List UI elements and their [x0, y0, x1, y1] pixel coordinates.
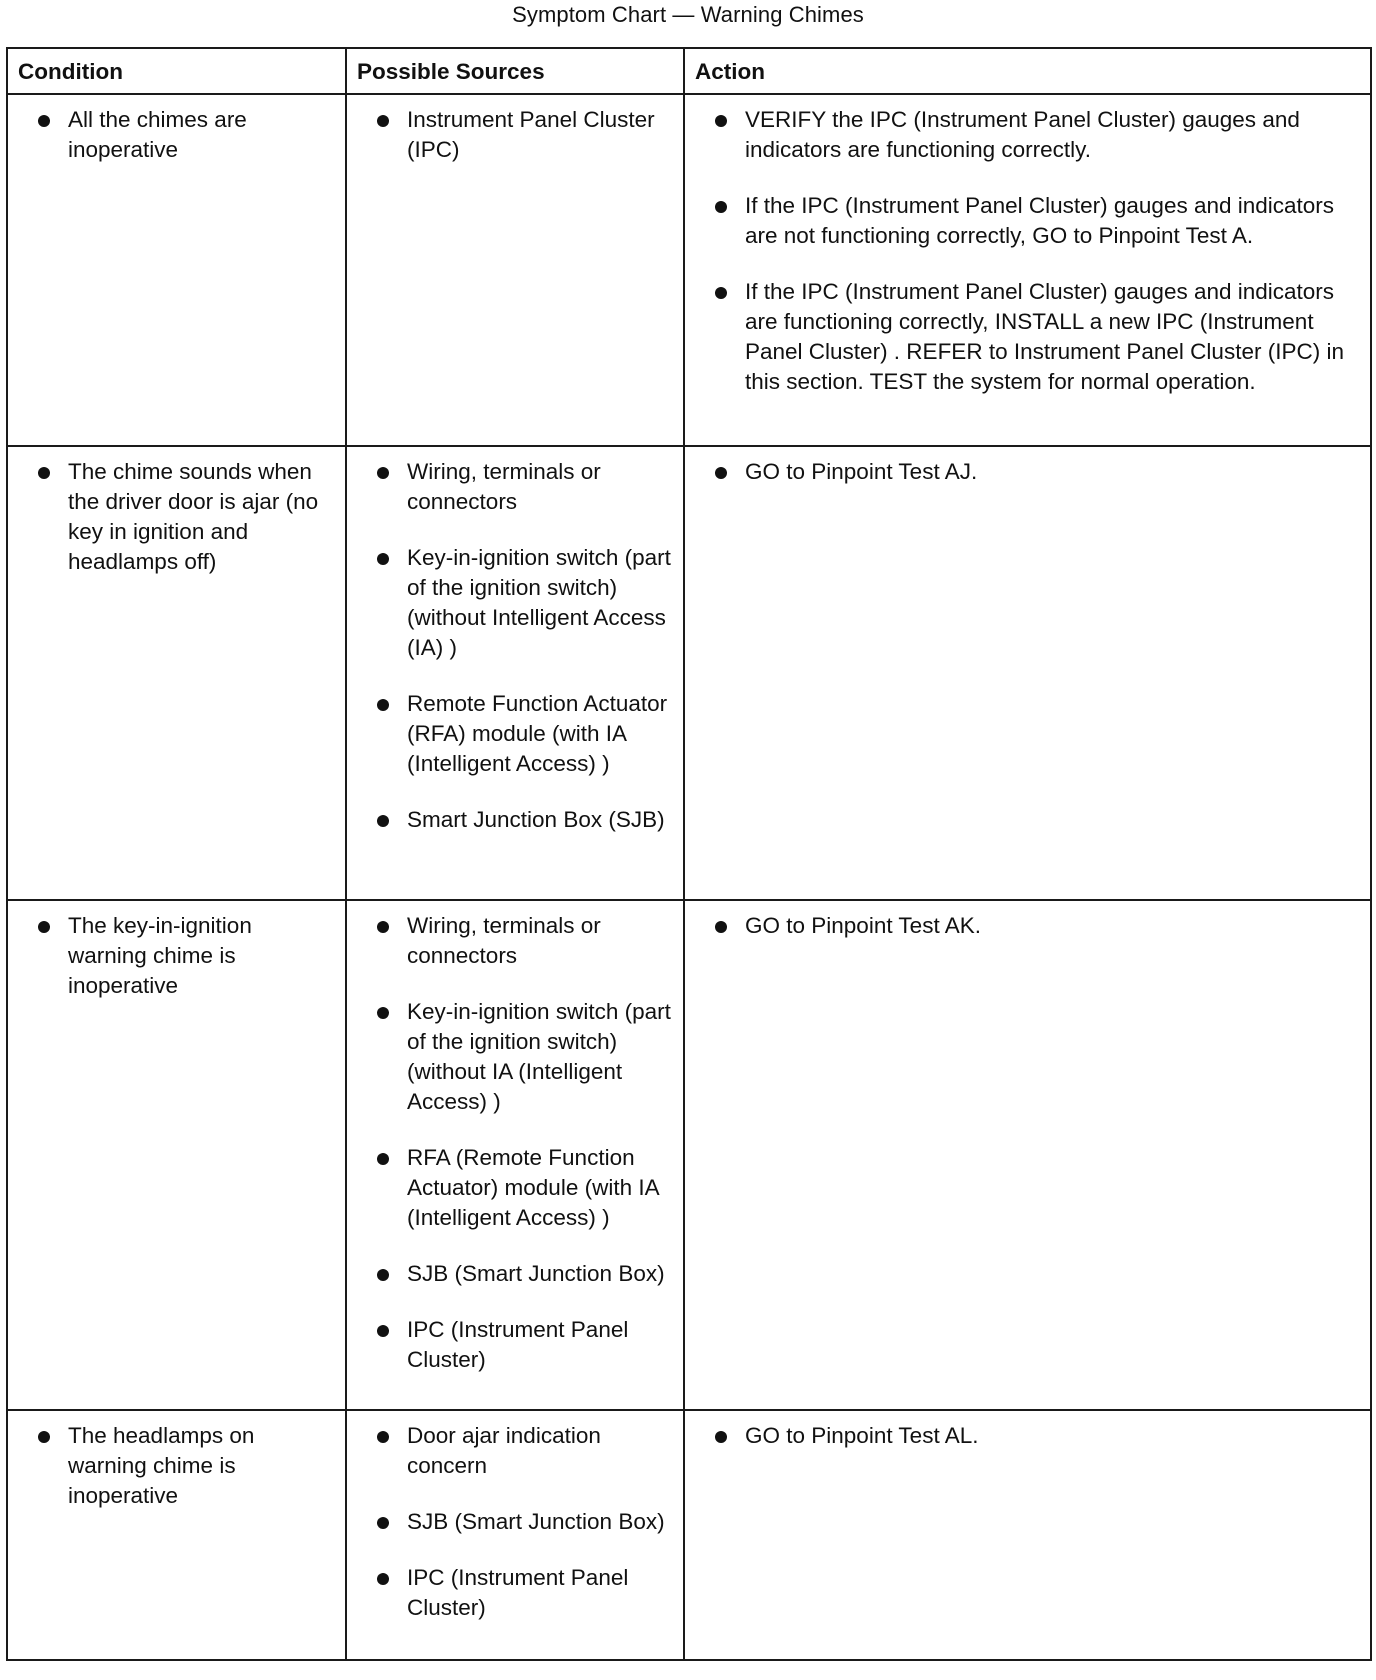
list-item	[695, 277, 1360, 397]
bullet-icon	[715, 115, 727, 127]
action-cell	[684, 1410, 1371, 1660]
bullet-icon	[38, 115, 50, 127]
bullet-icon	[377, 1007, 389, 1019]
action-text: VERIFY the IPC (Instrument Panel Cluster) gauges and indicators are functioning correctly.	[745, 107, 1300, 162]
action-cell	[684, 94, 1371, 446]
document-title: Symptom Chart — Warning Chimes	[512, 2, 864, 27]
table-row	[7, 1410, 1371, 1660]
symptom-chart-table	[6, 47, 1372, 1661]
source-text: Wiring, terminals or connectors	[407, 459, 601, 514]
list-item	[18, 457, 335, 577]
list-item	[357, 911, 673, 971]
bullet-icon	[38, 1431, 50, 1443]
list-item	[357, 997, 673, 1117]
source-text: Door ajar indication concern	[407, 1423, 601, 1478]
bullet-icon	[715, 921, 727, 933]
list-item	[357, 543, 673, 663]
action-text: If the IPC (Instrument Panel Cluster) gauges and indicators are functioning correctly, INSTALL a new IPC (Instrument Panel Cluster) . REFER to Instrument Panel Cluster (IPC) in this section. TEST the system for normal operation.	[745, 279, 1344, 394]
bullet-icon	[715, 287, 727, 299]
bullet-icon	[715, 201, 727, 213]
source-text: Wiring, terminals or connectors	[407, 913, 601, 968]
condition-cell	[7, 446, 346, 900]
table-row	[7, 900, 1371, 1410]
list-item	[695, 457, 1360, 487]
source-text: IPC (Instrument Panel Cluster)	[407, 1565, 629, 1620]
list-item	[695, 1421, 1360, 1451]
column-header-condition: Condition	[7, 48, 346, 94]
list-item	[357, 1143, 673, 1233]
bullet-icon	[377, 115, 389, 127]
action-cell	[684, 446, 1371, 900]
list-item	[357, 805, 673, 835]
condition-text: The chime sounds when the driver door is ajar (no key in ignition and headlamps off)	[68, 459, 319, 574]
source-text: Remote Function Actuator (RFA) module (with IA (Intelligent Access) )	[407, 691, 668, 776]
table-header-row	[7, 48, 1371, 94]
bullet-icon	[715, 467, 727, 479]
sources-cell	[346, 1410, 684, 1660]
list-item	[357, 689, 673, 779]
source-text: IPC (Instrument Panel Cluster)	[407, 1317, 629, 1372]
column-header-action: Action	[684, 48, 1371, 94]
table-row	[7, 94, 1371, 446]
bullet-icon	[377, 1269, 389, 1281]
condition-text: The key-in-ignition warning chime is inoperative	[68, 913, 252, 998]
action-text: GO to Pinpoint Test AK.	[745, 913, 981, 938]
bullet-icon	[377, 1153, 389, 1165]
action-text: GO to Pinpoint Test AL.	[745, 1423, 979, 1448]
list-item	[18, 1421, 335, 1511]
bullet-icon	[377, 1517, 389, 1529]
list-item	[18, 911, 335, 1001]
bullet-icon	[38, 467, 50, 479]
action-cell	[684, 900, 1371, 1410]
condition-text: All the chimes are inoperative	[68, 107, 247, 162]
bullet-icon	[377, 921, 389, 933]
source-text: SJB (Smart Junction Box)	[407, 1509, 665, 1534]
sources-cell	[346, 446, 684, 900]
list-item	[357, 1421, 673, 1481]
list-item	[18, 105, 335, 165]
source-text: Instrument Panel Cluster (IPC)	[407, 107, 655, 162]
list-item	[357, 457, 673, 517]
list-item	[695, 105, 1360, 165]
list-item	[357, 1507, 673, 1537]
bullet-icon	[377, 553, 389, 565]
list-item	[357, 1563, 673, 1623]
condition-cell	[7, 1410, 346, 1660]
bullet-icon	[38, 921, 50, 933]
source-text: RFA (Remote Function Actuator) module (with IA (Intelligent Access) )	[407, 1145, 659, 1230]
list-item	[357, 1259, 673, 1289]
list-item	[695, 911, 1360, 941]
list-item	[357, 1315, 673, 1375]
sources-cell	[346, 94, 684, 446]
bullet-icon	[377, 1431, 389, 1443]
bullet-icon	[377, 815, 389, 827]
condition-cell	[7, 900, 346, 1410]
source-text: Key-in-ignition switch (part of the ignition switch) (without IA (Intelligent Access) )	[407, 999, 671, 1114]
source-text: Key-in-ignition switch (part of the ignition switch) (without Intelligent Access (IA) )	[407, 545, 671, 660]
source-text: SJB (Smart Junction Box)	[407, 1261, 665, 1286]
bullet-icon	[377, 699, 389, 711]
table-row	[7, 446, 1371, 900]
column-header-possible-sources: Possible Sources	[346, 48, 684, 94]
bullet-icon	[377, 467, 389, 479]
bullet-icon	[377, 1325, 389, 1337]
action-text: If the IPC (Instrument Panel Cluster) gauges and indicators are not functioning correctly, GO to Pinpoint Test A.	[745, 193, 1335, 248]
action-text: GO to Pinpoint Test AJ.	[745, 459, 978, 484]
bullet-icon	[715, 1431, 727, 1443]
condition-cell	[7, 94, 346, 446]
list-item	[695, 191, 1360, 251]
condition-text: The headlamps on warning chime is inoperative	[68, 1423, 255, 1508]
source-text: Smart Junction Box (SJB)	[407, 807, 665, 832]
sources-cell	[346, 900, 684, 1410]
bullet-icon	[377, 1573, 389, 1585]
list-item	[357, 105, 673, 165]
